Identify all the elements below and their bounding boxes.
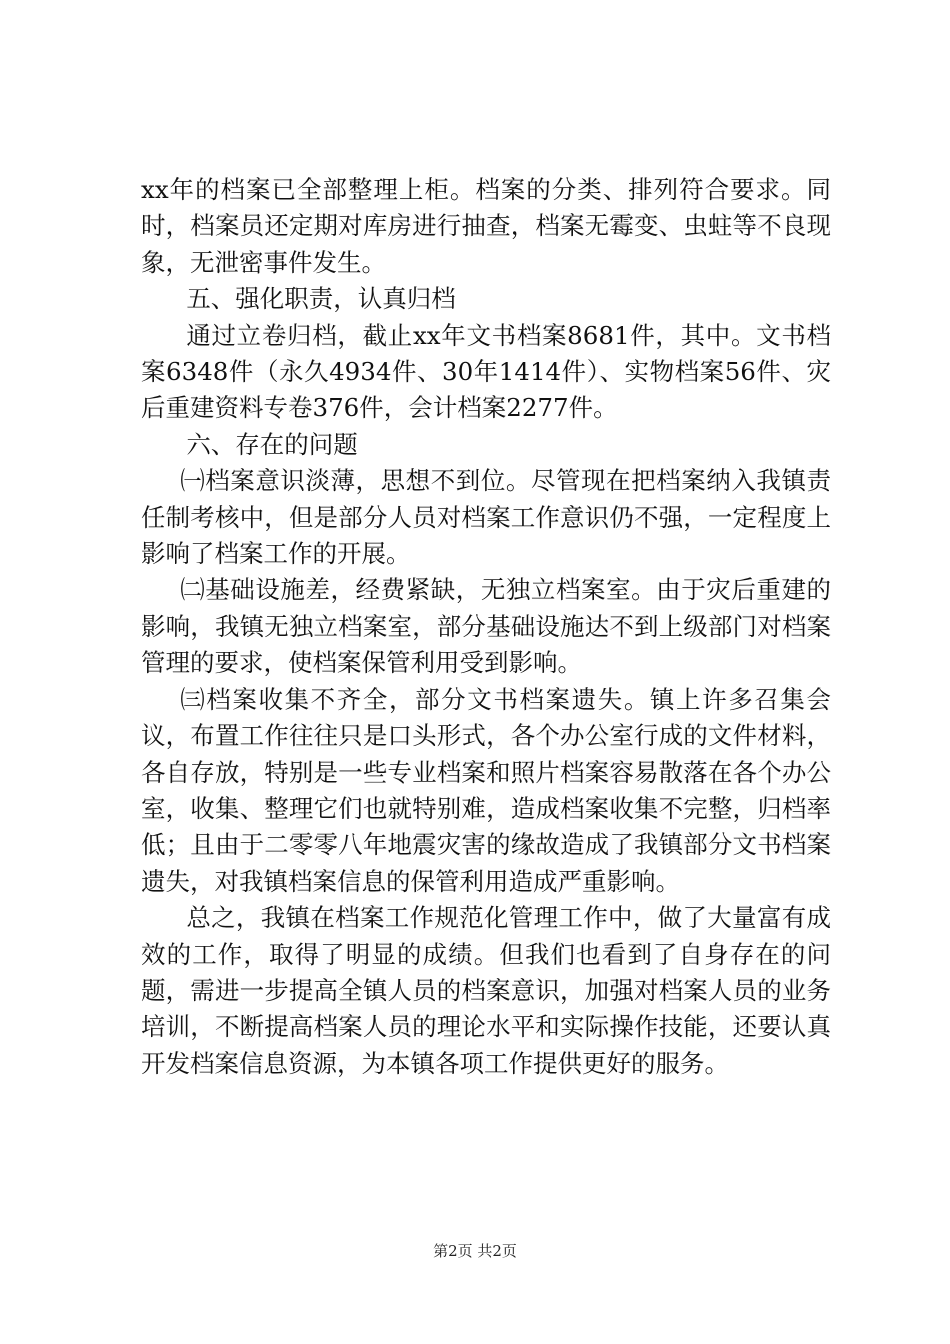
paragraph-problem-1: ㈠档案意识淡薄，思想不到位。尽管现在把档案纳入我镇责任制考核中，但是部分人员对档案工作意识仍不强，一定程度上影响了档案工作的开展。 [141, 466, 831, 569]
section-heading-5: 五、强化职责，认真归档 [186, 284, 456, 314]
section-heading-6: 六、存在的问题 [186, 429, 358, 459]
paragraph-archive-statistics: 通过立卷归档，截止xx年文书档案8681件，其中。文书档案6348件（永久4934件、30年1414件）、实物档案56件、灾后重建资料专卷376件，会计档案2277件。 [141, 320, 831, 423]
paragraph-continued: xx年的档案已全部整理上柜。档案的分类、排列符合要求。同时，档案员还定期对库房进行抽查，档案无霉变、虫蛀等不良现象，无泄密事件发生。 [141, 175, 831, 277]
paragraph-conclusion: 总之，我镇在档案工作规范化管理工作中，做了大量富有成效的工作，取得了明显的成绩。但我们也看到了自身存在的问题，需进一步提高全镇人员的档案意识，加强对档案人员的业务培训，不断提高档案人员的理论水平和实际操作技能，还要认真开发档案信息资源，为本镇各项工作提供更好的服务。 [141, 903, 831, 1078]
paragraph-problem-3: ㈢档案收集不齐全，部分文书档案遗失。镇上许多召集会议，布置工作往往只是口头形式，各个办公室行成的文件材料，各自存放，特别是一些专业档案和照片档案容易散落在各个办公室，收集、整理它们也就特别难，造成档案收集不完整，归档率低；且由于二零零八年地震灾害的缘故造成了我镇部分文书档案遗失，对我镇档案信息的保管利用造成严重影响。 [141, 684, 831, 896]
paragraph-problem-2: ㈡基础设施差，经费紧缺，无独立档案室。由于灾后重建的影响，我镇无独立档案室，部分基础设施达不到上级部门对档案管理的要求，使档案保管利用受到影响。 [141, 575, 831, 678]
document-body [141, 172, 831, 1082]
page-number-footer: 第2页 共2页 [433, 1242, 517, 1260]
